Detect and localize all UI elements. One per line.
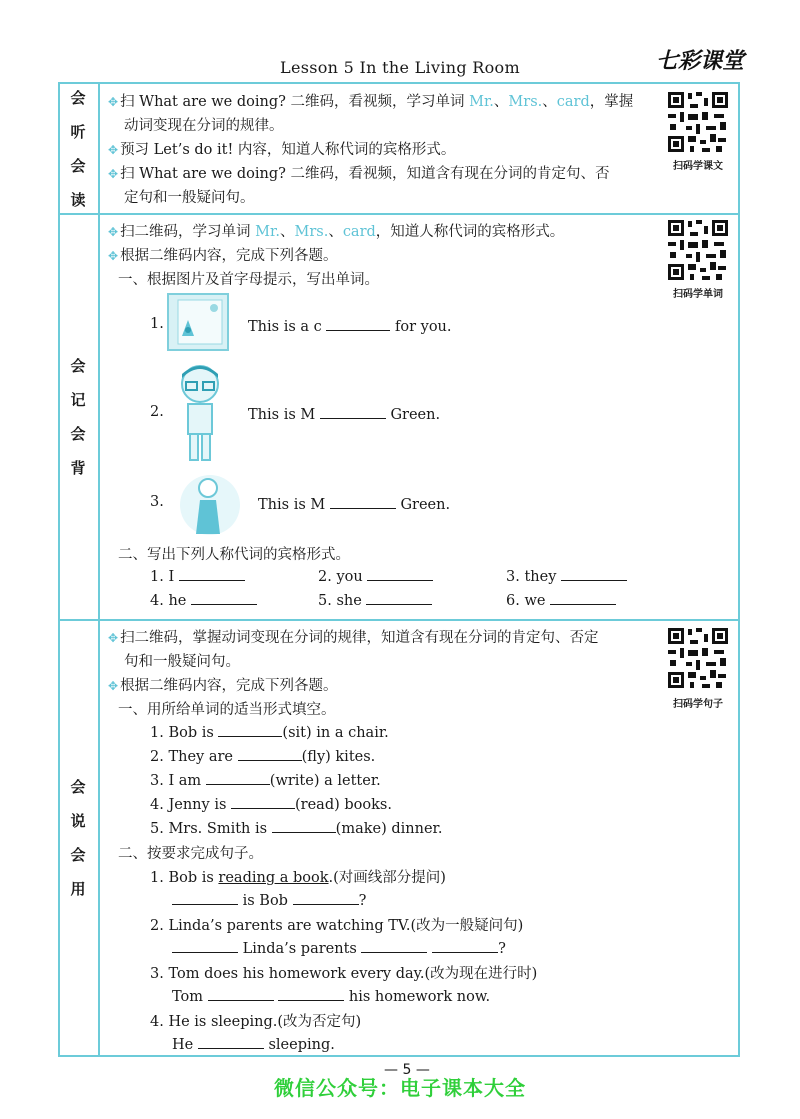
pronoun-item: 5. she (318, 590, 432, 609)
answer-blank[interactable] (320, 404, 386, 419)
clover-bullet-icon: ✥ (108, 679, 119, 693)
s2-heading-2: 二、写出下列人称代词的宾格形式。 (118, 547, 350, 563)
answer-blank[interactable] (206, 770, 270, 785)
clover-bullet-icon: ✥ (108, 95, 119, 109)
q2-text: This is M Green. (248, 404, 440, 423)
qr-caption: 扫码学课文 (673, 161, 723, 172)
qr-code-words-icon[interactable] (666, 218, 730, 282)
answer-blank[interactable] (367, 566, 433, 581)
q1-text: This is a c for you. (248, 316, 452, 335)
rewrite-3: 3. Tom does his homework every day.(改为现在进行时) (150, 966, 538, 982)
s3-heading-1: 一、用所给单词的适当形式填空。 (118, 702, 336, 718)
answer-blank[interactable] (172, 938, 238, 953)
s2-line-1: ✥ 扫二维码，学习单词 Mr.、Mrs.、card，知道人称代词的宾格形式。 (108, 224, 565, 240)
rewrite-3-answer: Tom his homework now. (172, 986, 490, 1005)
answer-blank[interactable] (326, 316, 390, 331)
answer-blank[interactable] (198, 1034, 264, 1049)
q1-number: 1. (150, 316, 164, 332)
clover-bullet-icon: ✥ (108, 225, 119, 239)
section-label-listen-read: 会 听 会 读 (70, 88, 86, 209)
answer-blank[interactable] (272, 818, 336, 833)
s1-line-3: ✥ 预习 Let’s do it! 内容，知道人称代词的宾格形式。 (108, 142, 456, 158)
qr-code-sentences-icon[interactable] (666, 626, 730, 690)
answer-blank[interactable] (561, 566, 627, 581)
section-divider (58, 619, 740, 621)
fill-item: 5. Mrs. Smith is (make) dinner. (150, 818, 442, 837)
rewrite-2: 2. Linda’s parents are watching TV.(改为一般疑问句) (150, 918, 524, 934)
rewrite-4-answer: He sleeping. (172, 1034, 335, 1053)
answer-blank[interactable] (432, 938, 498, 953)
pronoun-item: 6. we (506, 590, 616, 609)
answer-blank[interactable] (366, 590, 432, 605)
answer-blank[interactable] (330, 494, 396, 509)
s1-line-2: 动词变现在分词的规律。 (124, 118, 284, 134)
column-divider (98, 82, 100, 1057)
s1-line-5: 定句和一般疑问句。 (124, 190, 255, 206)
q2-number: 2. (150, 404, 164, 420)
fill-item: 2. They are (fly) kites. (150, 746, 375, 765)
s3-line-3: ✥ 根据二维码内容，完成下列各题。 (108, 678, 338, 694)
s3-line-1: ✥ 扫二维码，掌握动词变现在分词的规律，知道含有现在分词的肯定句、否定 (108, 630, 599, 646)
answer-blank[interactable] (238, 746, 302, 761)
fill-item: 1. Bob is (sit) in a chair. (150, 722, 389, 741)
answer-blank[interactable] (361, 938, 427, 953)
pronoun-item: 4. he (150, 590, 257, 609)
answer-blank[interactable] (293, 890, 359, 905)
clover-bullet-icon: ✥ (108, 167, 119, 181)
answer-blank[interactable] (191, 590, 257, 605)
answer-blank[interactable] (218, 722, 282, 737)
page-title: Lesson 5 In the Living Room (280, 58, 520, 77)
s2-line-2: ✥ 根据二维码内容，完成下列各题。 (108, 248, 338, 264)
answer-blank[interactable] (231, 794, 295, 809)
s1-line-1: ✥ 扫 What are we doing? 二维码，看视频，学习单词 Mr.、Mrs.、card，掌握 (108, 94, 634, 110)
brand-logo: 七彩课堂 (655, 49, 744, 74)
fill-item: 3. I am (write) a letter. (150, 770, 381, 789)
pronoun-item: 3. they (506, 566, 627, 585)
rewrite-1-answer: is Bob ? (172, 890, 366, 909)
qr-code-lesson-icon[interactable] (666, 90, 730, 154)
section-label-memorize: 会 记 会 背 (70, 357, 86, 477)
mr-green-picture (172, 360, 228, 464)
rewrite-1: 1. Bob is reading a book.(对画线部分提问) (150, 870, 446, 886)
answer-blank[interactable] (179, 566, 245, 581)
qr-caption: 扫码学句子 (673, 699, 723, 710)
s2-heading-1: 一、根据图片及首字母提示，写出单词。 (118, 272, 379, 288)
rewrite-4: 4. He is sleeping.(改为否定句) (150, 1014, 362, 1030)
fill-item: 4. Jenny is (read) books. (150, 794, 392, 813)
mrs-green-picture (170, 474, 240, 536)
section-divider (58, 213, 740, 215)
greeting-card-picture (164, 290, 232, 354)
qr-caption: 扫码学单词 (673, 289, 723, 300)
watermark-text: 微信公众号：电子课本大全 (274, 1076, 526, 1100)
page-number: — 5 — (384, 1062, 430, 1078)
s3-line-2: 句和一般疑问句。 (124, 654, 240, 670)
pronoun-item: 1. I (150, 566, 245, 585)
s1-line-4: ✥ 扫 What are we doing? 二维码，看视频，知道含有现在分词的肯定句、否 (108, 166, 610, 182)
section-label-speak-use: 会 说 会 用 (70, 778, 86, 898)
q3-number: 3. (150, 494, 164, 510)
clover-bullet-icon: ✥ (108, 143, 119, 157)
clover-bullet-icon: ✥ (108, 249, 119, 263)
answer-blank[interactable] (550, 590, 616, 605)
clover-bullet-icon: ✥ (108, 631, 119, 645)
answer-blank[interactable] (172, 890, 238, 905)
rewrite-2-answer: Linda’s parents ? (172, 938, 506, 957)
pronoun-item: 2. you (318, 566, 433, 585)
answer-blank[interactable] (208, 986, 274, 1001)
q3-text: This is M Green. (258, 494, 450, 513)
s3-heading-2: 二、按要求完成句子。 (118, 846, 263, 862)
answer-blank[interactable] (278, 986, 344, 1001)
